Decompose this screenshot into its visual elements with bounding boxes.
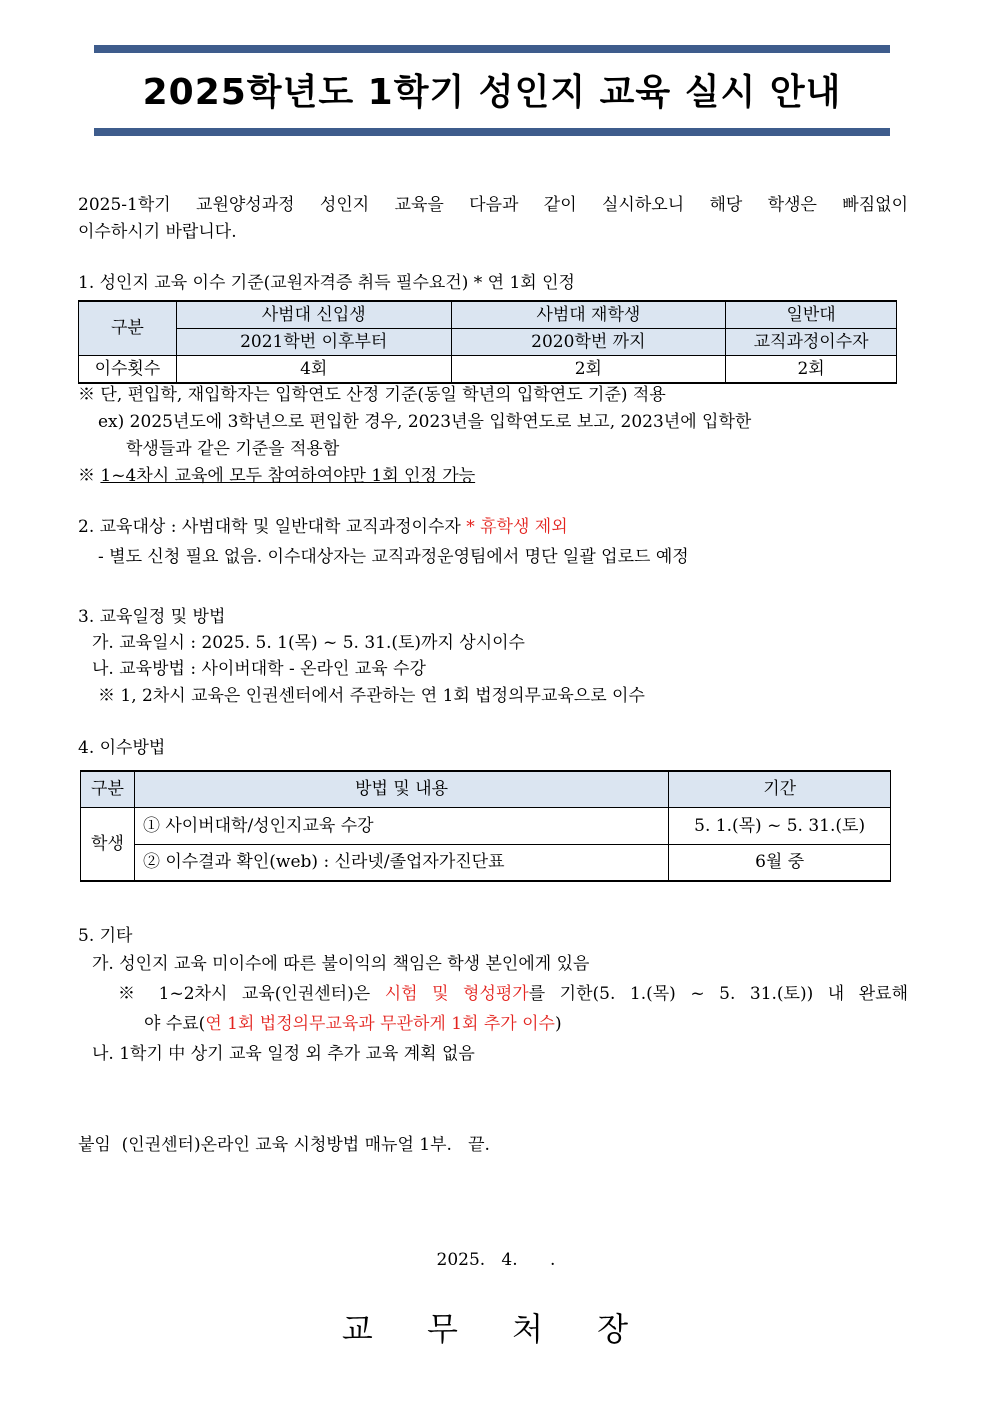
section-5-heading: 5. 기타 bbox=[78, 926, 133, 946]
section-3-item-a: 가. 교육일시 : 2025. 5. 1(목) ~ 5. 31.(토)까지 상시이수 bbox=[92, 633, 525, 653]
section-5-note-2 bbox=[144, 1012, 562, 1036]
section-4-heading: 4. 이수방법 bbox=[78, 738, 166, 758]
method-group-label: 학생 bbox=[81, 807, 135, 881]
section-5-note-1-post: 를 기한(5. 1.(목) ~ 5. 31.(토)) 내 완료해 bbox=[528, 984, 909, 1004]
method-row-1: ① 사이버대학/성인지교육 수강 bbox=[134, 807, 668, 844]
title-top-rule bbox=[94, 45, 890, 53]
section-5-item-b: 나. 1학기 中 상기 교육 일정 외 추가 교육 계획 없음 bbox=[92, 1044, 475, 1064]
criteria-group-3-sub: 교직과정이수자 bbox=[726, 328, 897, 355]
criteria-value-2: 2회 bbox=[451, 355, 726, 383]
method-col-head-1: 구분 bbox=[81, 771, 135, 807]
method-col-head-2: 방법 및 내용 bbox=[134, 771, 668, 807]
criteria-table bbox=[78, 300, 897, 384]
criteria-group-2-sub: 2020학번 까지 bbox=[451, 328, 726, 355]
criteria-row-label: 이수횟수 bbox=[79, 355, 177, 383]
section-1-note-4 bbox=[78, 464, 475, 488]
section-5-note-2-red: 연 1회 법정의무교육과 무관하게 1회 추가 이수 bbox=[205, 1014, 555, 1034]
method-col-head-3: 기간 bbox=[669, 771, 891, 807]
method-row-1-period: 5. 1.(목) ~ 5. 31.(토) bbox=[669, 807, 891, 844]
section-2-heading-red: * 휴학생 제외 bbox=[466, 517, 568, 537]
attachment-line: 붙임 (인권센터)온라인 교육 시청방법 매뉴얼 1부. 끝. bbox=[78, 1135, 490, 1155]
section-1-note-1: ※ 단, 편입학, 재입학자는 입학연도 산정 기준(동일 학년의 입학연도 기준) 적용 bbox=[78, 385, 666, 405]
signature: 교 무 처 장 bbox=[341, 1310, 651, 1348]
criteria-group-1-sub: 2021학번 이후부터 bbox=[176, 328, 451, 355]
intro-line-1: 2025-1학기 교원양성과정 성인지 교육을 다음과 같이 실시하오니 해당 학생은 빠짐없이 bbox=[78, 195, 908, 215]
section-5-note-2-pre: 야 수료( bbox=[144, 1014, 206, 1034]
criteria-group-1: 사범대 신입생 bbox=[176, 301, 451, 328]
document-date: 2025. 4. . bbox=[436, 1250, 556, 1270]
section-5-item-a: 가. 성인지 교육 미이수에 따른 불이익의 책임은 학생 본인에게 있음 bbox=[92, 954, 590, 974]
section-5-note-1-red: 시험 및 형성평가 bbox=[384, 984, 529, 1004]
section-3-item-b: 나. 교육방법 : 사이버대학 - 온라인 교육 수강 bbox=[92, 659, 426, 679]
intro-line-2: 이수하시기 바랍니다. bbox=[78, 222, 237, 242]
method-row-2-period: 6월 중 bbox=[669, 844, 891, 881]
criteria-col-head: 구분 bbox=[79, 301, 177, 355]
section-1-note-3: 학생들과 같은 기준을 적용함 bbox=[126, 439, 340, 459]
note-mark: ※ bbox=[78, 466, 101, 486]
criteria-group-3: 일반대 bbox=[726, 301, 897, 328]
section-5-note-1-pre: ※ 1~2차시 교육(인권센터)은 bbox=[118, 984, 385, 1004]
section-1-heading: 1. 성인지 교육 이수 기준(교원자격증 취득 필수요건) * 연 1회 인정 bbox=[78, 273, 575, 293]
method-row-2: ② 이수결과 확인(web) : 신라넷/졸업자가진단표 bbox=[134, 844, 668, 881]
section-2-heading-text: 2. 교육대상 : 사범대학 및 일반대학 교직과정이수자 bbox=[78, 517, 467, 537]
section-3-heading: 3. 교육일정 및 방법 bbox=[78, 607, 226, 627]
method-table bbox=[80, 770, 891, 882]
criteria-value-1: 4회 bbox=[176, 355, 451, 383]
page-title: 2025학년도 1학기 성인지 교육 실시 안내 bbox=[142, 72, 842, 113]
section-1-note-4-text: 1~4차시 교육에 모두 참여하여야만 1회 인정 가능 bbox=[100, 466, 476, 486]
title-bottom-rule bbox=[94, 128, 890, 136]
section-5-note-2-post: ) bbox=[554, 1014, 562, 1034]
section-1-note-2: ex) 2025년도에 3학년으로 편입한 경우, 2023년을 입학연도로 보고, 2023년에 입학한 bbox=[98, 412, 752, 432]
section-5-note-1 bbox=[118, 982, 908, 1006]
section-3-note: ※ 1, 2차시 교육은 인권센터에서 주관하는 연 1회 법정의무교육으로 이수 bbox=[98, 686, 645, 706]
criteria-value-3: 2회 bbox=[726, 355, 897, 383]
section-2-line: - 별도 신청 필요 없음. 이수대상자는 교직과정운영팀에서 명단 일괄 업로드 예정 bbox=[98, 547, 689, 567]
section-2-heading bbox=[78, 515, 568, 539]
criteria-group-2: 사범대 재학생 bbox=[451, 301, 726, 328]
